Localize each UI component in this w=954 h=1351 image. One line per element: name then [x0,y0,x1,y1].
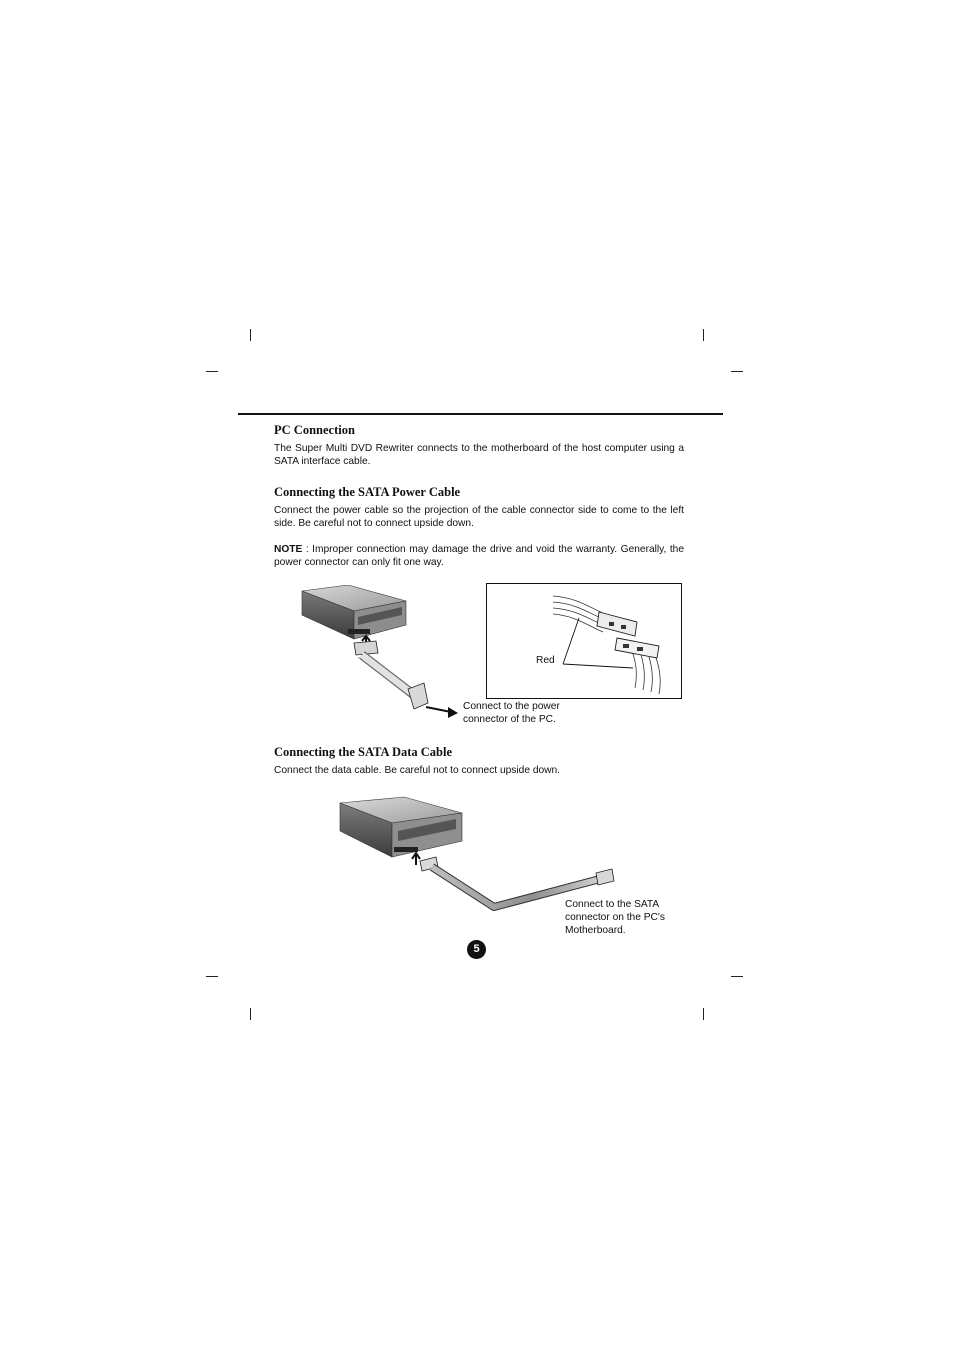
header-rule [238,413,723,415]
red-wire-label: Red [536,655,555,666]
drive-power-illustration [298,585,468,720]
crop-mark [206,371,218,372]
crop-mark [206,976,218,977]
connector-detail-inset [486,583,682,699]
power-figure-caption [463,700,560,726]
data-cable-text: Connect the data cable. Be careful not to connect upside down. [274,765,561,776]
crop-mark [731,371,743,372]
page-number: 5 [467,940,486,959]
data-caption-line: connector on the PC's [565,912,665,923]
pc-connection-text: The Super Multi DVD Rewriter connects to the motherboard of the host computer using a SATA interface cable. [274,443,684,467]
section-title-pc-connection: PC Connection [274,423,355,437]
crop-mark [250,1008,251,1020]
section-title-data-cable: Connecting the SATA Data Cable [274,745,453,759]
crop-mark [250,329,251,341]
data-caption-line: Connect to the SATA [565,899,660,910]
data-figure-caption [565,898,665,937]
crop-mark [731,976,743,977]
power-connector-detail [487,584,681,698]
crop-mark [703,329,704,341]
power-caption-line: connector of the PC. [463,714,556,725]
section-title-power-cable: Connecting the SATA Power Cable [274,485,461,499]
note-paragraph [274,543,684,569]
power-caption-line: Connect to the power [463,701,560,712]
data-caption-line: Motherboard. [565,925,626,936]
note-text: : Improper connection may damage the drive and void the warranty. Generally, the power connector can only fit one way. [274,544,684,568]
power-cable-text: Connect the power cable so the projection of the cable connector side to come to the left side. Be careful not to connect upside down. [274,505,684,529]
crop-mark [703,1008,704,1020]
note-label: NOTE [274,544,303,555]
